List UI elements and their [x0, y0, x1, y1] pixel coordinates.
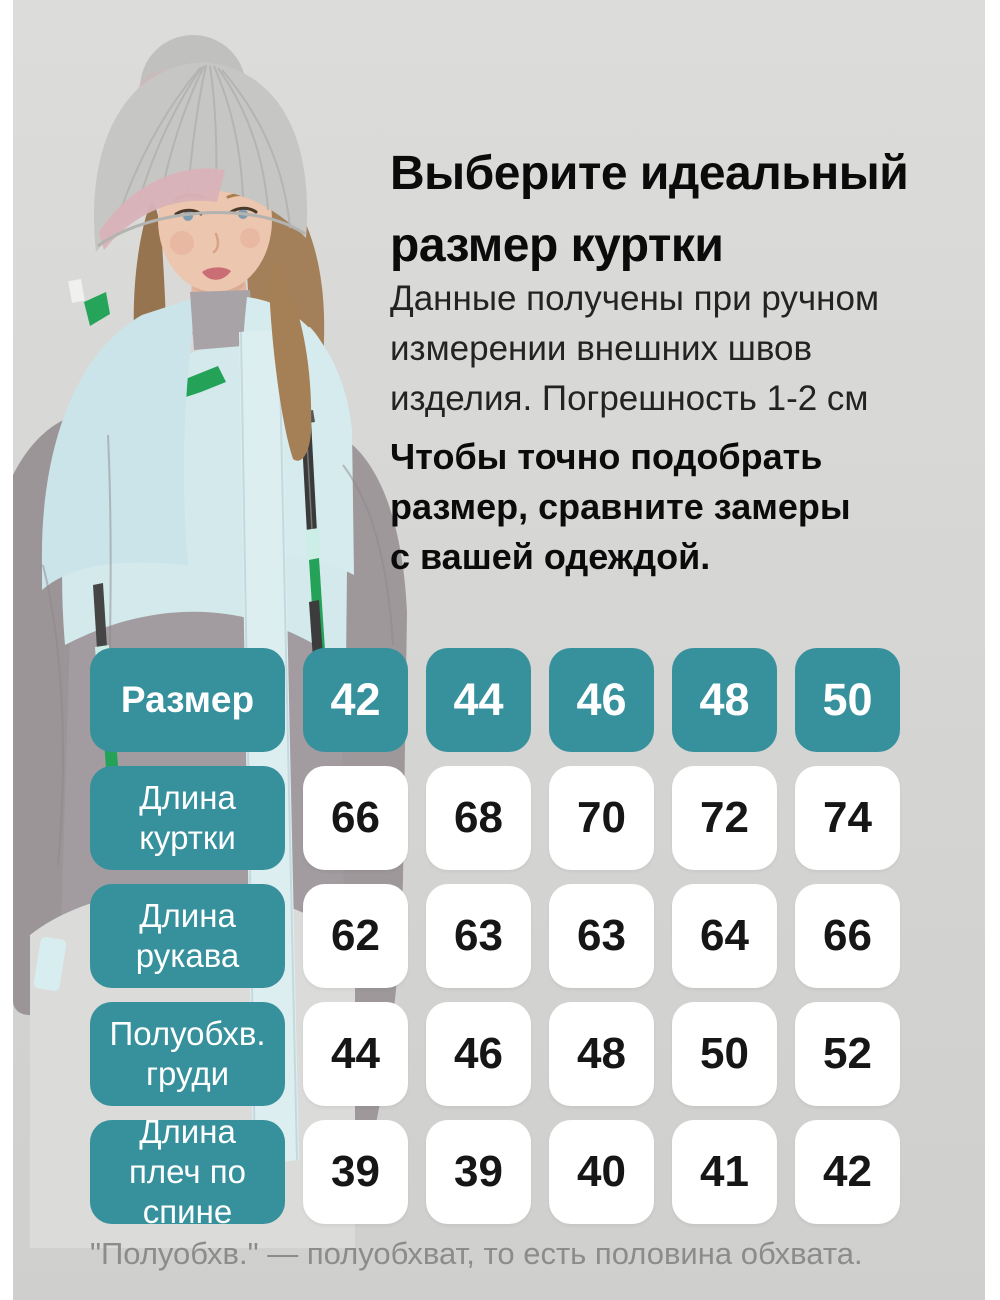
value-cell: 39 — [426, 1120, 531, 1224]
value-cell: 62 — [303, 884, 408, 988]
intro-line-1: Данные получены при ручном — [390, 279, 880, 318]
intro-line-2: измерении внешних швов — [390, 329, 813, 368]
value-cell: 50 — [672, 1002, 777, 1106]
row-label-jacket-length: Длина куртки — [90, 766, 285, 870]
row-label-shoulder-width: Длина плеч по спине — [90, 1120, 285, 1224]
size-table — [90, 648, 900, 1230]
value-cell: 52 — [795, 1002, 900, 1106]
title-line-2: размер куртки — [390, 219, 724, 272]
emphasis-line-2: размер, сравните замеры — [390, 486, 851, 527]
page-title — [390, 138, 970, 282]
value-cell: 40 — [549, 1120, 654, 1224]
value-cell: 46 — [426, 1002, 531, 1106]
value-cell: 41 — [672, 1120, 777, 1224]
emphasis-line-3: с вашей одеждой. — [390, 536, 711, 577]
value-cell: 42 — [795, 1120, 900, 1224]
emphasis-line-1: Чтобы точно подобрать — [390, 436, 823, 477]
row-label-sleeve-length: Длина рукава — [90, 884, 285, 988]
footnote: "Полуобхв." — полуобхват, то есть половина обхвата. — [90, 1236, 863, 1271]
value-cell: 74 — [795, 766, 900, 870]
intro-text — [390, 274, 970, 424]
value-cell: 63 — [549, 884, 654, 988]
value-cell: 72 — [672, 766, 777, 870]
value-cell: 48 — [549, 1002, 654, 1106]
value-cell: 64 — [672, 884, 777, 988]
size-header-46: 46 — [549, 648, 654, 752]
title-line-1: Выберите идеальный — [390, 147, 909, 200]
intro-line-3: изделия. Погрешность 1-2 см — [390, 379, 869, 418]
emphasis-text — [390, 432, 970, 582]
size-table-header-label: Размер — [90, 648, 285, 752]
size-header-42: 42 — [303, 648, 408, 752]
value-cell: 68 — [426, 766, 531, 870]
value-cell: 66 — [795, 884, 900, 988]
size-header-48: 48 — [672, 648, 777, 752]
size-header-50: 50 — [795, 648, 900, 752]
value-cell: 39 — [303, 1120, 408, 1224]
row-label-half-chest: Полуобхв. груди — [90, 1002, 285, 1106]
value-cell: 70 — [549, 766, 654, 870]
value-cell: 66 — [303, 766, 408, 870]
size-header-44: 44 — [426, 648, 531, 752]
value-cell: 44 — [303, 1002, 408, 1106]
value-cell: 63 — [426, 884, 531, 988]
